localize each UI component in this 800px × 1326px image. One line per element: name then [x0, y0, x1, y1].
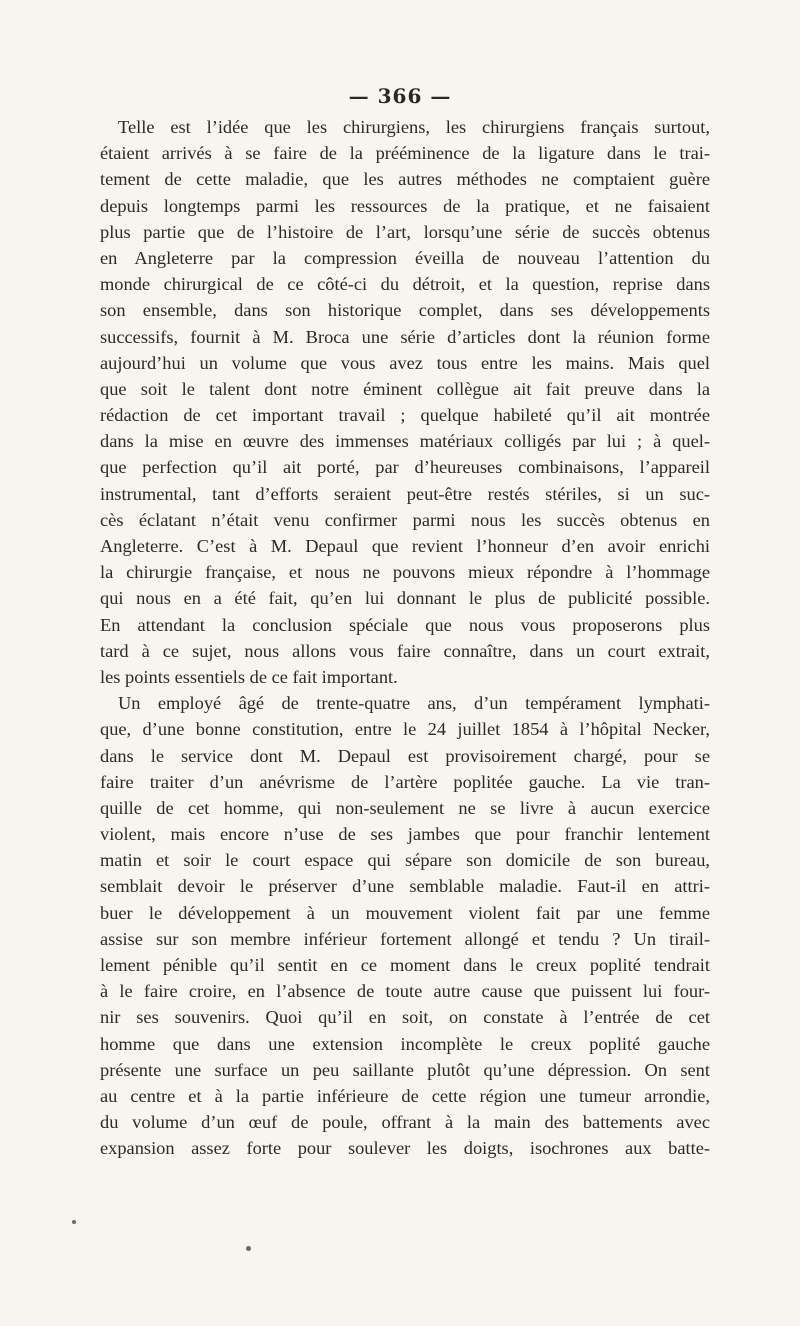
text-line: à le faire croire, en l’absence de toute autre cause que puissent lui four- [100, 981, 710, 1002]
text-line: faire traiter d’un anévrisme de l’artère poplitée gauche. La vie tran- [100, 771, 710, 792]
text-line: tard à ce sujet, nous allons vous faire connaître, dans un court extrait, [100, 640, 710, 661]
text-line: instrumental, tant d’efforts seraient peut-être restés stériles, si un suc- [100, 483, 710, 504]
text-line: dans le service dont M. Depaul est provisoirement chargé, pour se [100, 745, 710, 766]
text-line: matin et soir le court espace qui sépare son domicile de son bureau, [100, 850, 710, 871]
text-line: rédaction de cet important travail ; quelque habileté qu’il ait montrée [100, 405, 710, 426]
text-line: présente une surface un peu saillante plutôt qu’une dépression. On sent [100, 1059, 710, 1080]
text-line: violent, mais encore n’use de ses jambes que pour franchir lentement [100, 824, 710, 845]
text-line: Telle est l’idée que les chirurgiens, les chirurgiens français surtout, [118, 117, 710, 137]
text-line: cès éclatant n’était venu confirmer parmi nous les succès obtenus en [100, 509, 710, 530]
paper-speck [72, 1220, 76, 1224]
text-line: buer le développement à un mouvement violent fait par une femme [100, 902, 710, 923]
page-number: — 366 — [348, 84, 452, 108]
text-line: plus partie que de l’histoire de l’art, lorsqu’une série de succès obtenus [100, 221, 710, 242]
text-line: En attendant la conclusion spéciale que nous vous proposerons plus [100, 614, 710, 635]
text-line: tement de cette maladie, que les autres méthodes ne comptaient guère [100, 169, 710, 190]
text-line: que, d’une bonne constitution, entre le 24 juillet 1854 à l’hôpital Necker, [100, 719, 710, 740]
text-line: Angleterre. C’est à M. Depaul que revient l’honneur d’en avoir enrichi [100, 536, 710, 556]
text-line: son ensemble, dans son historique complet, dans ses développements [100, 300, 710, 321]
text-line: étaient arrivés à se faire de la prééminence de la ligature dans le trai- [100, 143, 710, 164]
text-line: successifs, fournit à M. Broca une série d’articles dont la réunion forme [100, 326, 710, 347]
text-line: monde chirurgical de ce côté-ci du détroit, et la question, reprise dans [100, 274, 710, 295]
text-line: en Angleterre par la compression éveilla de nouveau l’attention du [100, 247, 710, 268]
text-line: quille de cet homme, qui non-seulement ne se livre à aucun exercice [100, 797, 710, 818]
text-line: expansion assez forte pour soulever les doigts, isochrones aux batte- [100, 1138, 710, 1159]
text-line: depuis longtemps parmi les ressources de la pratique, et ne faisaient [100, 195, 710, 216]
text-line: au centre et à la partie inférieure de cette région une tumeur arrondie, [100, 1085, 710, 1106]
text-line: la chirurgie française, et nous ne pouvons mieux répondre à l’hommage [100, 562, 710, 583]
body-text [100, 114, 710, 1162]
text-line: que perfection qu’il ait porté, par d’heureuses combinaisons, l’appareil [100, 457, 710, 478]
text-line: dans la mise en œuvre des immenses matériaux colligés par lui ; à quel- [100, 431, 710, 452]
text-line: nir ses souvenirs. Quoi qu’il en soit, on constate à l’entrée de cet [100, 1007, 710, 1028]
text-line: homme que dans une extension incomplète le creux poplité gauche [100, 1033, 710, 1054]
text-line: les points essentiels de ce fait important. [100, 666, 398, 687]
paper-speck [246, 1246, 251, 1251]
text-line: du volume d’un œuf de poule, offrant à la main des battements avec [100, 1112, 710, 1133]
text-line: lement pénible qu’il sentit en ce moment dans le creux poplité tendrait [100, 955, 710, 975]
text-line: que soit le talent dont notre éminent collègue ait fait preuve dans la [100, 378, 710, 399]
text-line: assise sur son membre inférieur fortement allongé et tendu ? Un tirail- [100, 928, 710, 949]
text-line: aujourd’hui un volume que vous avez tous entre les mains. Mais quel [100, 352, 710, 373]
text-line: semblait devoir le préserver d’une semblable maladie. Faut-il en attri- [100, 876, 710, 897]
text-line: Un employé âgé de trente-quatre ans, d’un tempérament lymphati- [118, 693, 710, 714]
text-line: qui nous en a été fait, qu’en lui donnant le plus de publicité possible. [100, 588, 710, 609]
